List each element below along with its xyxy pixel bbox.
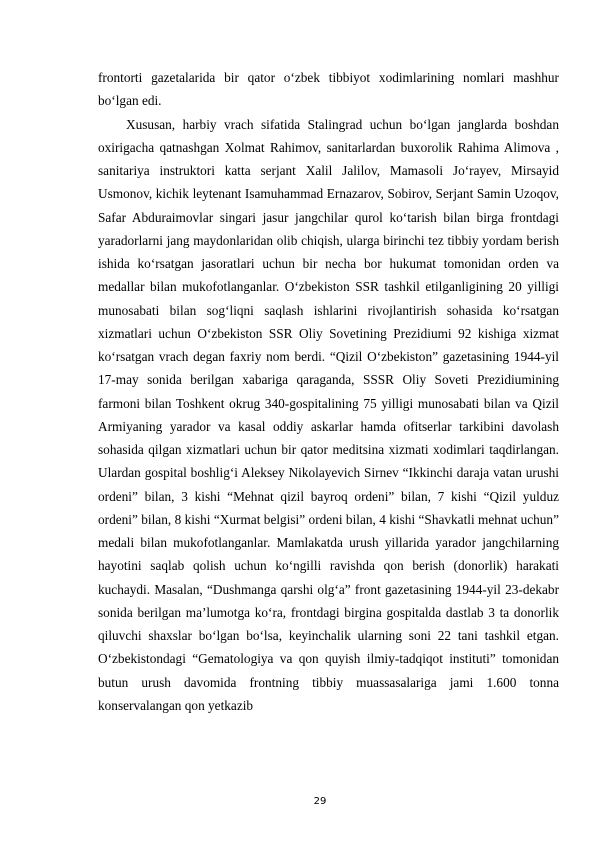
page-number: 29 bbox=[313, 796, 327, 807]
paragraph-continuation: frontorti gazetalarida bir qator o‘zbek tibbiyot xodimlarining nomlari mashhur bo‘lgan edi. bbox=[98, 70, 559, 109]
paragraph-main: Xususan, harbiy vrach sifatida Stalingrad uchun bo‘lgan janglarda boshdan oxirigacha qatnashgan Xolmat Rahimov, sanitarlardan buxorolik Rahima Alimova , sanitariya instruktori katta serjant Xalil Jalilov, Mamasoli Jo‘rayev, Mirsayid Usmonov, kichik leytenant Isamuhammad Ernazarov, Sobirov, Serjant Samin Uzoqov, Safar Abduraimovlar singari jasur jangchilar qurol ko‘tarish bilan birga frontdagi yaradorlarni jang maydonlaridan olib chiqish, ularga birinchi tez tibbiy yordam berish ishida ko‘rsatgan jasoratlari uchun bir necha bor hukumat tomonidan orden va medallar bilan mukofotlanganlar. O‘zbekiston SSR tashkil etilganligining 20 yilligi munosabati bilan sog‘liqni saqlash ishlarini rivojlantirish sohasida ko‘rsatgan xizmatlari uchun O‘zbekiston SSR Oliy Sovetining Prezidiumi 92 kishiga xizmat ko‘rsatgan vrach degan faxriy nom berdi. “Qizil O‘zbekiston” gazetasining 1944-yil 17-may sonida berilgan xabariga qaraganda, SSSR Oliy Soveti Prezidiumining farmoni bilan Toshkent okrug 340-gospitalining 75 yilligi munosabati bilan va Qizil Armiyaning yarador va kasal oddiy askarlar hamda ofitserlar tarkibini davolash sohasida qilgan xizmatlari uchun bir qator meditsina xizmati xodimlari taqdirlangan. Ulardan gospital boshlig‘i Aleksey Nikolayevich Sirnev “Ikkinchi daraja vatan urushi ordeni” bilan, 3 kishi “Mehnat qizil bayroq ordeni” bilan, 7 kishi “Qizil yulduz ordeni” bilan, 8 kishi “Xurmat belgisi” ordeni bilan, 4 kishi “Shavkatli mehnat uchun” medali bilan mukofotlanganlar. Mamlakatda urush yillarida yarador jangchilarning hayotini saqlab qolish uchun ko‘ngilli ravishda qon berish (donorlik) harakati kuchaydi. Masalan, “Dushmanga qarshi olg‘a” front gazetasining 1944-yil 23-dekabr sonida berilgan ma’lumotga ko‘ra, frontdagi birgina gospitalda dastlab 3 ta donorlik qiluvchi shaxslar bo‘lgan bo‘lsa, keyinchalik ularning soni 22 tani tashkil etgan. O‘zbekistondagi “Gematologiya va qon quyish ilmiy-tadqiqot instituti” tomonidan butun urush davomida frontning tibbiy muassasalariga jami 1.600 tonna konservalangan qon yetkazib bbox=[98, 116, 559, 713]
page-number-container bbox=[0, 796, 595, 807]
body-text bbox=[98, 66, 559, 717]
